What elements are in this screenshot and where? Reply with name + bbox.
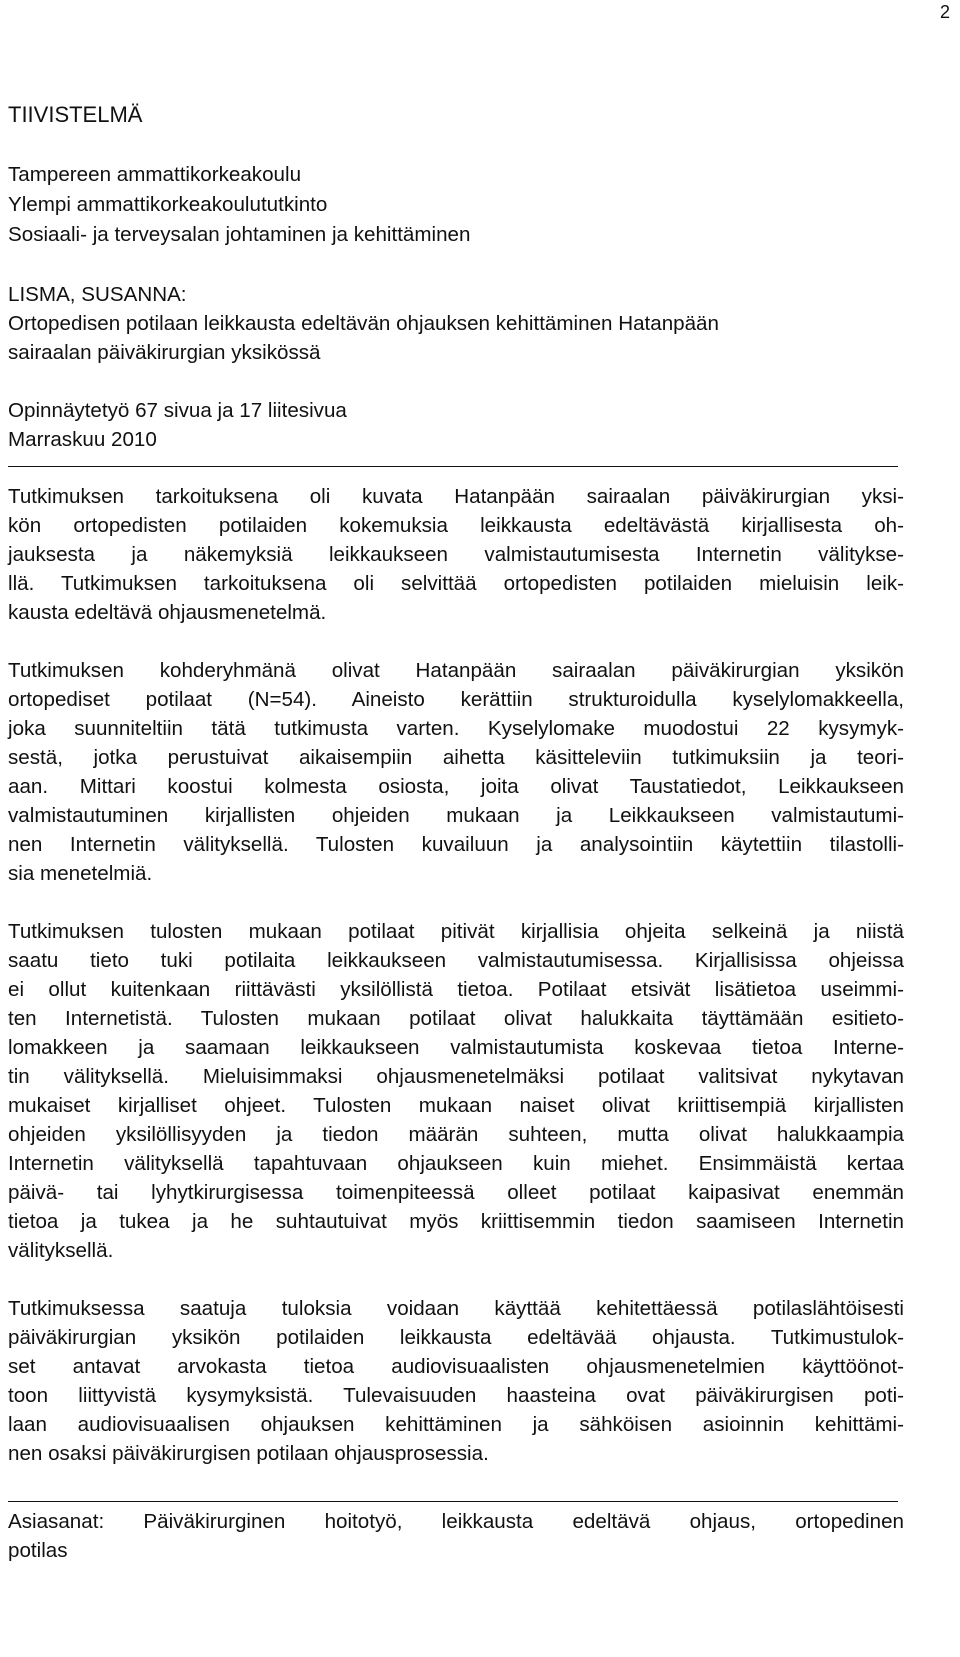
text-line: välityksellä. [8, 1239, 114, 1262]
institution-line: Tampereen ammattikorkeakoulu [8, 163, 302, 186]
title-line: sairaalan päiväkirurgian yksikössä [8, 341, 321, 364]
text-line: ten Internetistä. Tulosten mukaan potilaat olivat halukkaita täyttämään esitieto- [8, 1007, 904, 1030]
text-line: kön ortopedisten potilaiden kokemuksia leikkausta edeltävästä kirjallisesta oh- [8, 514, 904, 537]
meta-line: Opinnäytetyö 67 sivua ja 17 liitesivua [8, 399, 347, 422]
text-line: Tutkimuksen tulosten mukaan potilaat pitivät kirjallisia ohjeita selkeinä ja niistä [8, 920, 904, 943]
keywords-line: potilas [8, 1539, 68, 1562]
title-line: Ortopedisen potilaan leikkausta edeltävän ohjauksen kehittäminen Hatanpään [8, 312, 719, 335]
divider [8, 466, 898, 467]
text-line: Tutkimuksen tarkoituksena oli kuvata Hatanpään sairaalan päiväkirurgian yksi- [8, 485, 904, 508]
text-line: joka suunniteltiin tätä tutkimusta varten. Kyselylomake muodostui 22 kysymyk- [8, 717, 904, 740]
text-line: llä. Tutkimuksen tarkoituksena oli selvittää ortopedisten potilaiden mieluisin leik- [8, 572, 904, 595]
text-line: set antavat arvokasta tietoa audiovisuaalisten ohjausmenetelmien käyttöönot- [8, 1355, 904, 1378]
text-line: jauksesta ja näkemyksiä leikkaukseen valmistautumisesta Internetin välitykse- [8, 543, 904, 566]
text-line: toon liittyvistä kysymyksistä. Tulevaisuuden haasteina ovat päiväkirurgisen poti- [8, 1384, 904, 1407]
author-name: LISMA, SUSANNA: [8, 283, 187, 306]
text-line: Tutkimuksessa saatuja tuloksia voidaan käyttää kehitettäessä potilaslähtöisesti [8, 1297, 904, 1320]
text-line: sestä, jotka perustuivat aikaisempiin aihetta käsitteleviin tutkimuksiin ja teori- [8, 746, 904, 769]
text-line: Internetin välityksellä tapahtuvaan ohjaukseen kuin miehet. Ensimmäistä kertaa [8, 1152, 904, 1175]
text-line: Tutkimuksen kohderyhmänä olivat Hatanpään sairaalan päiväkirurgian yksikön [8, 659, 904, 682]
text-line: valmistautuminen kirjallisten ohjeiden mukaan ja Leikkaukseen valmistautumi- [8, 804, 904, 827]
text-line: ortopediset potilaat (N=54). Aineisto kerättiin strukturoidulla kyselylomakkeella, [8, 688, 904, 711]
text-line: aan. Mittari koostui kolmesta osiosta, joita olivat Taustatiedot, Leikkaukseen [8, 775, 904, 798]
text-line: tietoa ja tukea ja he suhtautuivat myös kriittisemmin tiedon saamiseen Internetin [8, 1210, 904, 1233]
text-line: kausta edeltävä ohjausmenetelmä. [8, 601, 327, 624]
text-line: lomakkeen ja saamaan leikkaukseen valmistautumista koskevaa tietoa Interne- [8, 1036, 904, 1059]
text-line: nen osaksi päiväkirurgisen potilaan ohjausprosessia. [8, 1442, 489, 1465]
text-line: saatu tieto tuki potilaita leikkaukseen valmistautumisessa. Kirjallisissa ohjeissa [8, 949, 904, 972]
meta-line: Marraskuu 2010 [8, 428, 157, 451]
text-line: laan audiovisuaalisen ohjauksen kehittäminen ja sähköisen asioinnin kehittämi- [8, 1413, 904, 1436]
text-line: päiväkirurgian yksikön potilaiden leikkausta edeltävää ohjausta. Tutkimustulok- [8, 1326, 904, 1349]
text-line: ei ollut kuitenkaan riittävästi yksilöllistä tietoa. Potilaat etsivät lisätietoa useimmi- [8, 978, 904, 1001]
text-line: sia menetelmiä. [8, 862, 153, 885]
text-line: nen Internetin välityksellä. Tulosten kuvailuun ja analysointiin käytettiin tilastolli- [8, 833, 904, 856]
text-line: päivä- tai lyhytkirurgisessa toimenpiteessä olleet potilaat kaipasivat enemmän [8, 1181, 904, 1204]
keywords-line: Asiasanat: Päiväkirurginen hoitotyö, leikkausta edeltävä ohjaus, ortopedinen [8, 1510, 904, 1533]
page-number: 2 [939, 2, 950, 22]
text-line: tin välityksellä. Mieluisimmaksi ohjausmenetelmäksi potilaat valitsivat nykytavan [8, 1065, 904, 1088]
institution-line: Sosiaali- ja terveysalan johtaminen ja kehittäminen [8, 223, 471, 246]
text-line: ohjeiden yksilöllisyyden ja tiedon määrän suhteen, mutta olivat halukkaampia [8, 1123, 904, 1146]
institution-line: Ylempi ammattikorkeakoulututkinto [8, 193, 328, 216]
divider [8, 1501, 898, 1502]
text-line: mukaiset kirjalliset ohjeet. Tulosten mukaan naiset olivat kriittisempiä kirjallisten [8, 1094, 904, 1117]
abstract-heading: TIIVISTELMÄ [8, 102, 143, 127]
